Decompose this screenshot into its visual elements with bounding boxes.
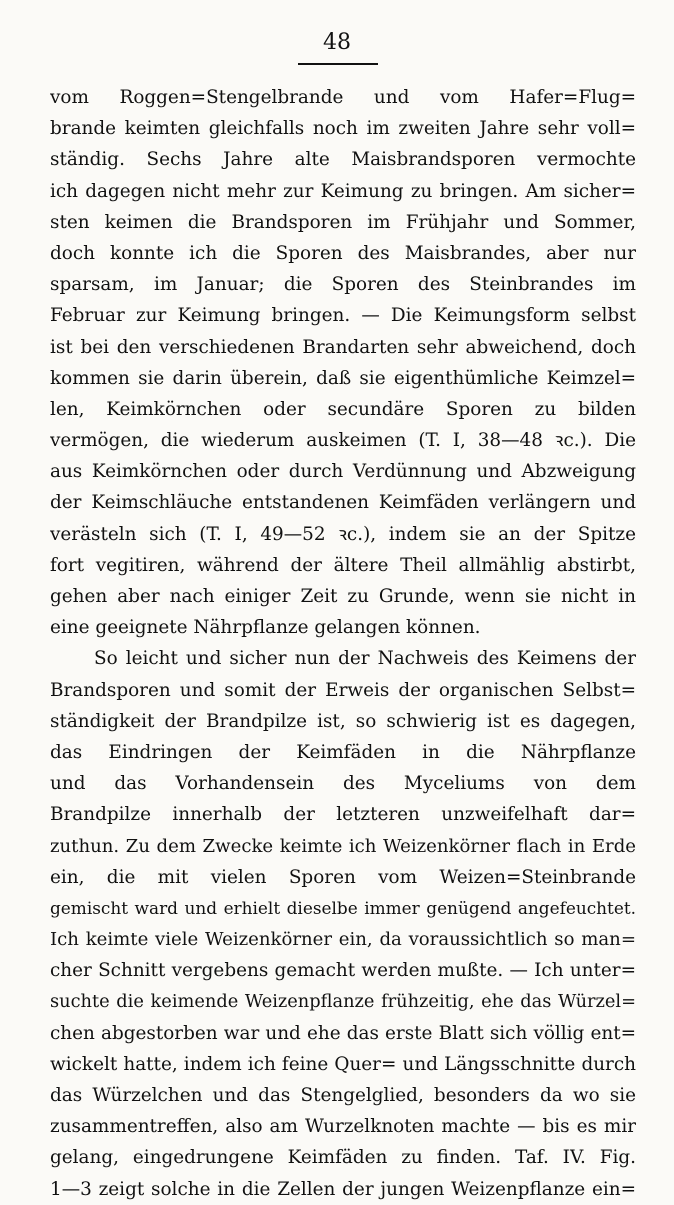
body-text (50, 82, 636, 1205)
text-line: gehen aber nach einiger Zeit zu Grunde, wenn sie nicht in (50, 586, 636, 607)
text-line: Ich keimte viele Weizenkörner ein, da voraussichtlich so man= (50, 929, 636, 951)
text-line: sparsam, im Januar; die Sporen des Steinbrandes im (50, 274, 636, 296)
text-line: aus Keimkörnchen oder durch Verdünnung und Abzweigung (50, 461, 636, 483)
text-line: ist bei den verschiedenen Brandarten sehr abweichend, doch (50, 336, 636, 358)
text-line: len, Keimkörnchen oder secundäre Sporen zu bilden (50, 398, 636, 420)
text-line: brande keimten gleichfalls noch im zweiten Jahre sehr voll= (50, 118, 636, 140)
text-line: verästeln sich (T. I, 49—52 ꝛc.), indem sie an der Spitze (50, 523, 636, 545)
text-line: fort vegitiren, während der ältere Theil allmählig abstirbt, (50, 554, 636, 576)
text-line: sten keimen die Brandsporen im Frühjahr und Sommer, (50, 211, 636, 233)
text-line: das Würzelchen und das Stengelglied, besonders da wo sie (50, 1085, 636, 1106)
text-line: 1—3 zeigt solche in die Zellen der jungen Weizenpflanze ein= (50, 1178, 636, 1200)
page-number: 48 (323, 30, 351, 55)
text-line: zusammentreffen, also am Wurzelknoten machte — bis es mir (50, 1116, 636, 1138)
text-line: zuthun. Zu dem Zwecke keimte ich Weizenkörner flach in Erde (50, 835, 636, 857)
text-line: chen abgestorben war und ehe das erste Blatt sich völlig ent= (50, 1022, 636, 1044)
text-line: ich dagegen nicht mehr zur Keimung zu bringen. Am sicher= (50, 180, 636, 202)
text-line: eine geeignete Nährpflanze gelangen können. (50, 617, 481, 639)
text-line: kommen sie darin überein, daß sie eigenthümliche Keimzel= (50, 367, 636, 389)
text-line: und das Vorhandensein des Myceliums von dem (50, 773, 636, 795)
text-line: Brandsporen und somit der Erweis der organischen Selbst= (50, 679, 636, 701)
text-line: Brandpilze innerhalb der letzteren unzweifelhaft dar= (50, 804, 636, 826)
text-line: So leicht und sicher nun der Nachweis des Keimens der (94, 648, 636, 670)
text-line: Februar zur Keimung bringen. — Die Keimungsform selbst (50, 305, 636, 327)
paragraph (50, 82, 636, 643)
text-line: wickelt hatte, indem ich feine Quer= und Längsschnitte durch (50, 1053, 636, 1075)
text-line: der Keimschläuche entstandenen Keimfäden verlängern und (50, 492, 636, 514)
text-line: cher Schnitt vergebens gemacht werden mußte. — Ich unter= (50, 960, 636, 982)
page-number-rule (298, 63, 378, 65)
text-line: doch konnte ich die Sporen des Maisbrandes, aber nur (50, 242, 636, 264)
text-line: vermögen, die wiederum auskeimen (T. I, 38—48 ꝛc.). Die (50, 430, 636, 452)
text-line: suchte die keimende Weizenpflanze frühzeitig, ehe das Würzel= (50, 991, 636, 1013)
paragraph (50, 643, 636, 1204)
text-line: ständig. Sechs Jahre alte Maisbrandsporen vermochte (50, 149, 636, 171)
text-line: ständigkeit der Brandpilze ist, so schwierig ist es dagegen, (50, 710, 636, 732)
text-line: gelang, eingedrungene Keimfäden zu finden. Taf. IV. Fig. (50, 1147, 636, 1169)
text-line: vom Roggen=Stengelbrande und vom Hafer=Flug= (50, 87, 636, 108)
text-line: das Eindringen der Keimfäden in die Nährpflanze (50, 741, 636, 763)
text-line: gemischt ward und erhielt dieselbe immer genügend angefeuchtet. (50, 897, 636, 918)
text-line: ein, die mit vielen Sporen vom Weizen=Steinbrande (50, 866, 636, 888)
